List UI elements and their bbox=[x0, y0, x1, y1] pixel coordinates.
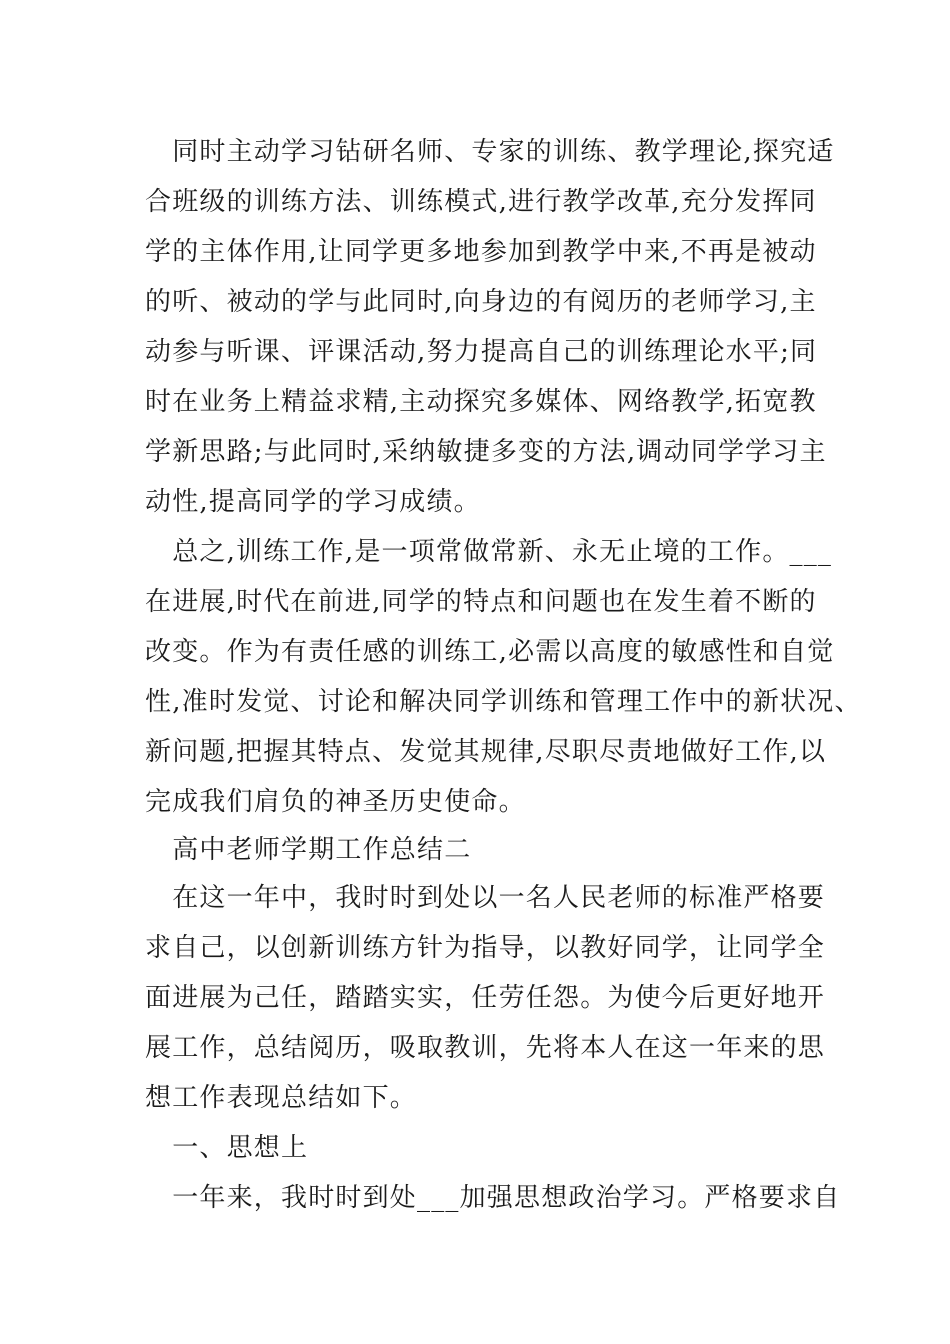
text-line: 动参与听课、评课活动,努力提高自己的训练理论水平;同 bbox=[145, 337, 818, 367]
text-line: 时在业务上精益求精,主动探究多媒体、网络教学,拓宽教 bbox=[145, 387, 817, 417]
text-line: 一年来，我时时到处___加强思想政治学习。严格要求自 bbox=[145, 1183, 841, 1213]
text-line: 同时主动学习钻研名师、专家的训练、教学理论,探究适 bbox=[145, 137, 835, 167]
text-line: 展工作，总结阅历，吸取教训，先将本人在这一年来的思 bbox=[145, 1033, 826, 1063]
text-line: 总之,训练工作,是一项常做常新、永无止境的工作。___ bbox=[145, 537, 833, 567]
text-line: 在进展,时代在前进,同学的特点和问题也在发生着不断的 bbox=[145, 587, 817, 617]
text-line: 新问题,把握其特点、发觉其规律,尽职尽责地做好工作,以 bbox=[145, 737, 827, 767]
section-heading: 一、思想上 bbox=[145, 1133, 309, 1163]
section-heading: 高中老师学期工作总结二 bbox=[145, 835, 472, 865]
text-line: 学新思路;与此同时,采纳敏捷多变的方法,调动同学学习主 bbox=[145, 437, 827, 467]
text-line: 完成我们肩负的神圣历史使命。 bbox=[145, 787, 526, 817]
text-line: 改变。作为有责任感的训练工,必需以高度的敏感性和自觉 bbox=[145, 637, 835, 667]
text-line: 面进展为己任，踏踏实实，任劳任怨。为使今后更好地开 bbox=[145, 983, 826, 1013]
text-line: 动性,提高同学的学习成绩。 bbox=[145, 487, 481, 517]
text-line: 性,准时发觉、讨论和解决同学训练和管理工作中的新状况、 bbox=[145, 687, 862, 717]
text-line: 想工作表现总结如下。 bbox=[145, 1083, 418, 1113]
text-line: 的听、被动的学与此同时,向身边的有阅历的老师学习,主 bbox=[145, 287, 817, 317]
text-line: 学的主体作用,让同学更多地参加到教学中来,不再是被动 bbox=[145, 237, 817, 267]
text-line: 合班级的训练方法、训练模式,进行教学改革,充分发挥同 bbox=[145, 187, 817, 217]
text-line: 求自己，以创新训练方针为指导，以教好同学，让同学全 bbox=[145, 933, 826, 963]
text-line: 在这一年中，我时时到处以一名人民老师的标准严格要 bbox=[145, 883, 826, 913]
